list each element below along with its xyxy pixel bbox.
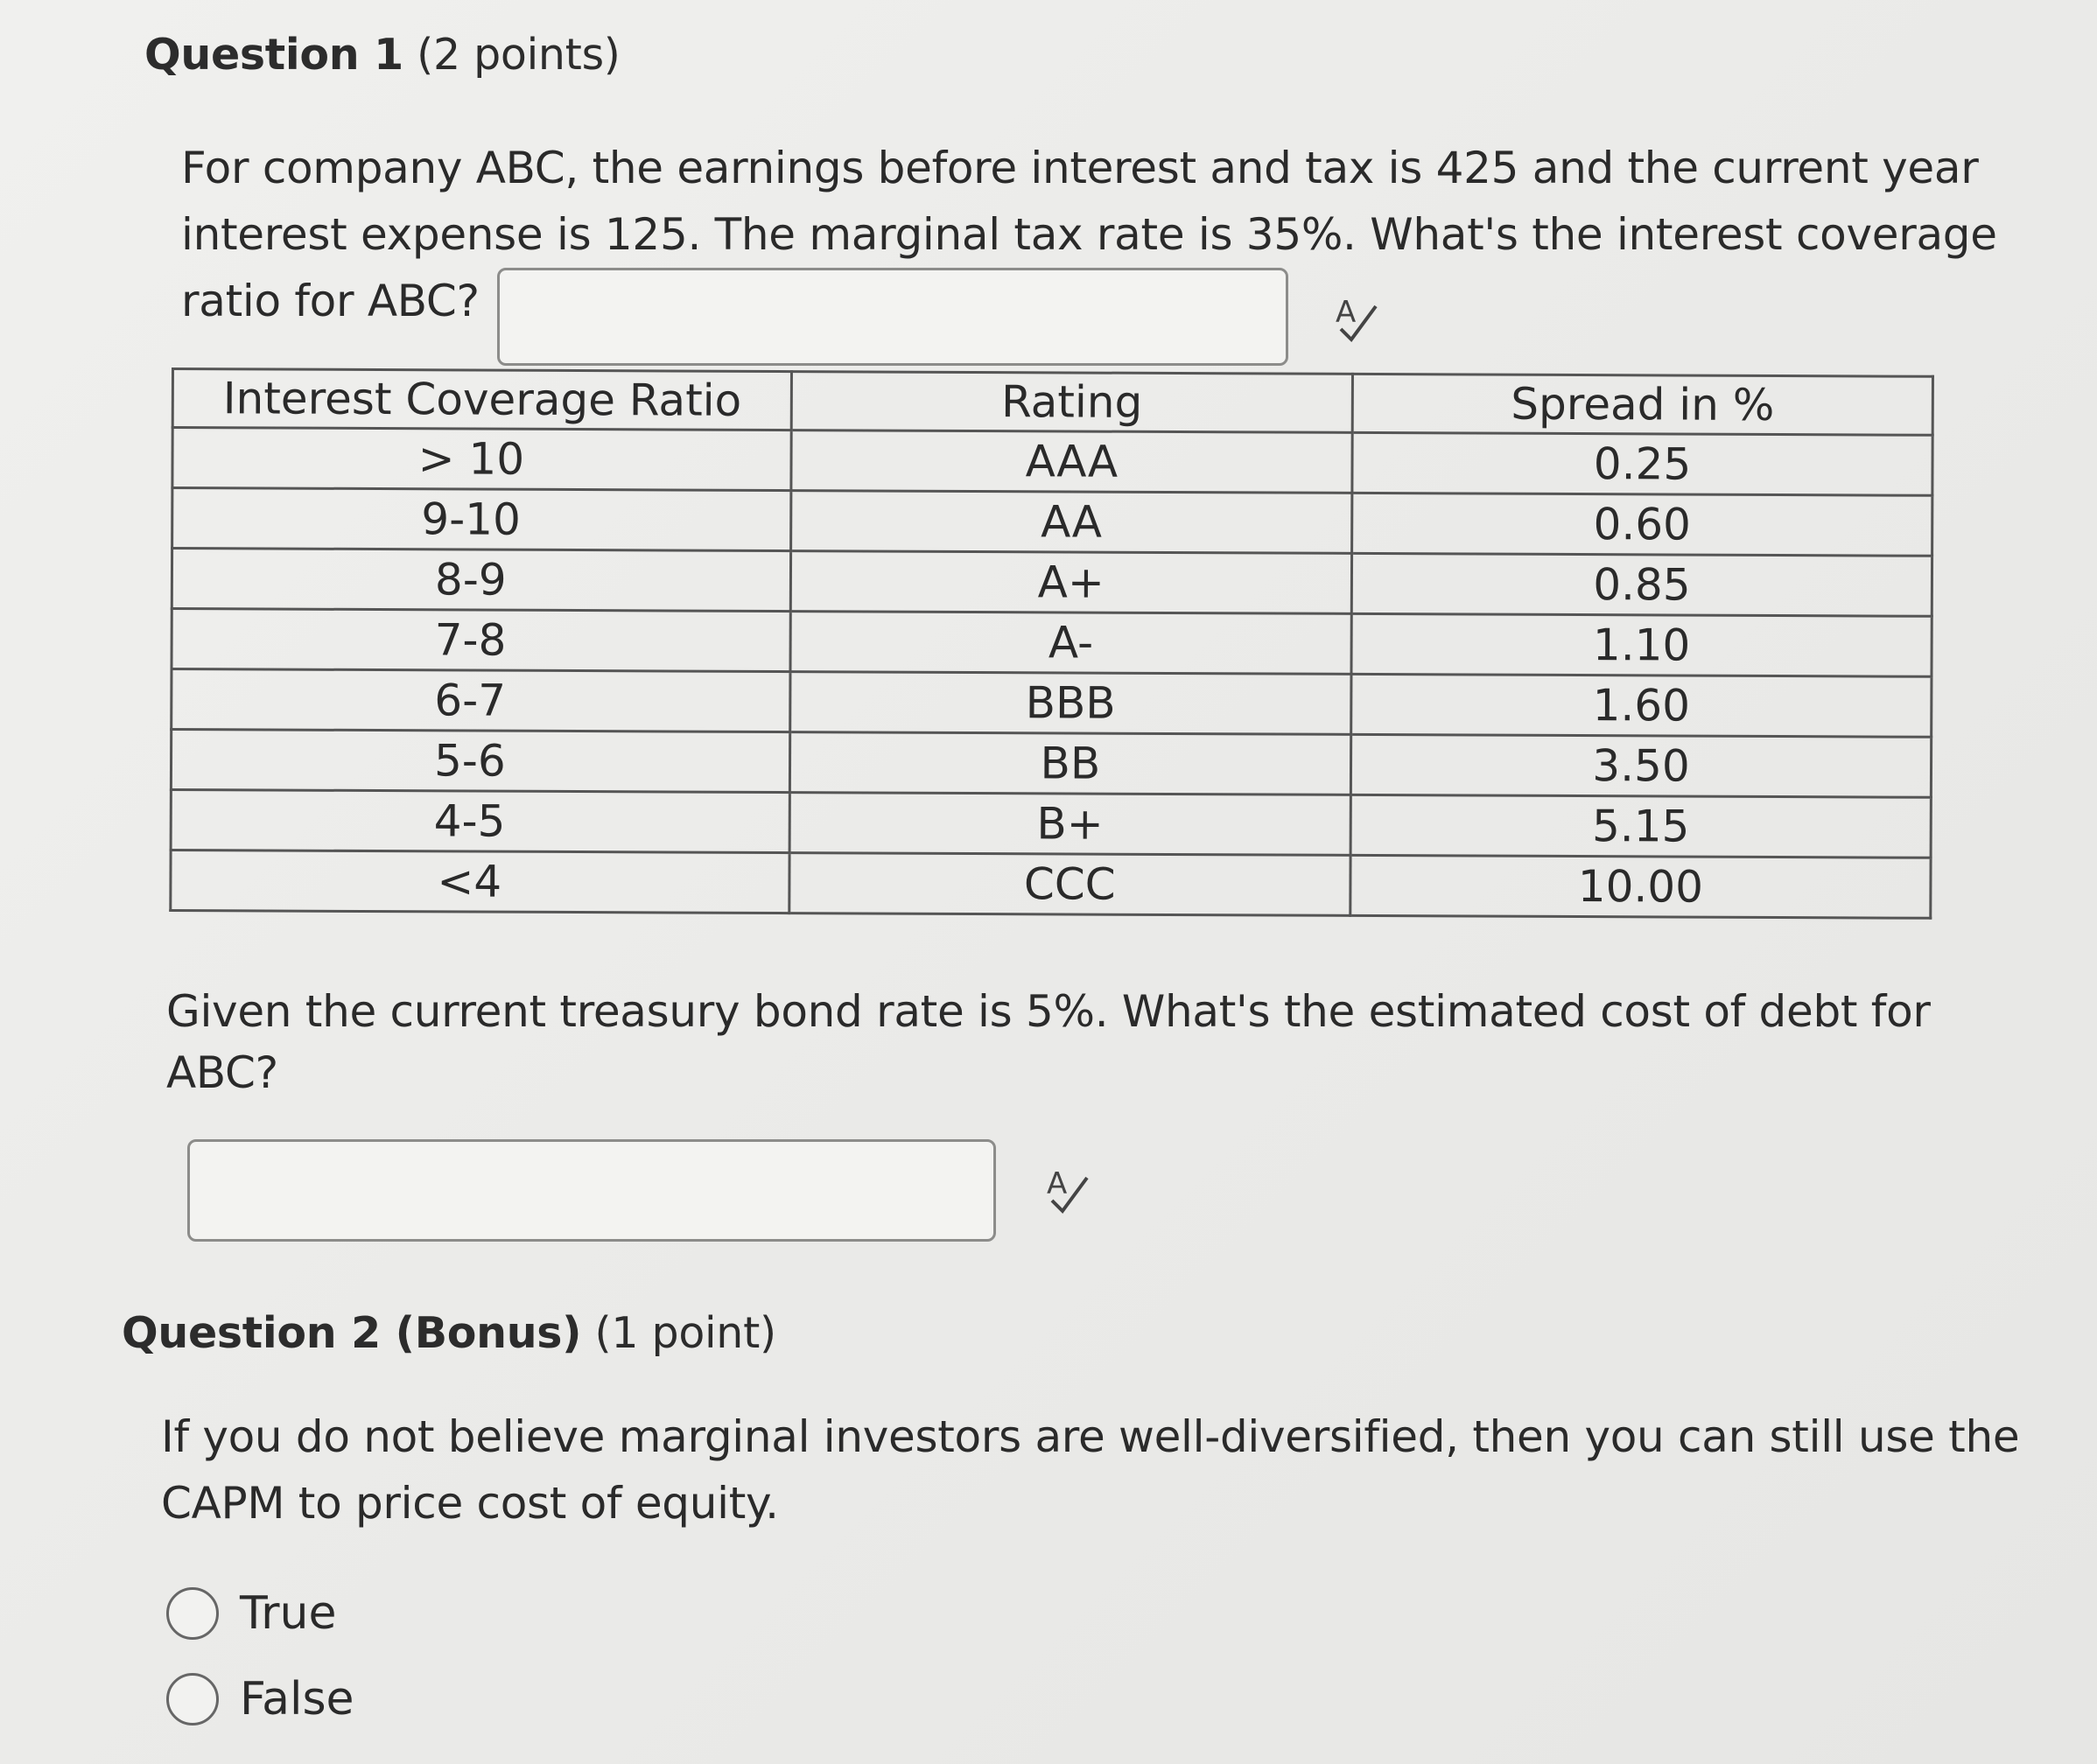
table-row	[172, 428, 1932, 496]
option-true[interactable]	[166, 1587, 336, 1640]
question-1-header	[144, 30, 621, 80]
spread-cell: 0.85	[1351, 553, 1932, 616]
question-2-title: Question 2 (Bonus)	[122, 1308, 582, 1358]
coverage-rating-table	[169, 368, 1934, 920]
header-rating: Rating	[791, 372, 1353, 433]
header-spread: Spread in %	[1352, 374, 1932, 435]
spread-cell: 10.00	[1350, 855, 1931, 918]
ratio-cell: 5-6	[171, 730, 789, 793]
table-header-row	[172, 369, 1932, 436]
table-row	[172, 488, 1932, 556]
ratio-cell: 9-10	[172, 488, 791, 551]
radio-false[interactable]	[166, 1673, 219, 1726]
ratio-cell: 7-8	[172, 609, 790, 672]
ratio-cell: 4-5	[171, 790, 789, 853]
spread-cell: 1.10	[1351, 613, 1932, 676]
prompt-line: Given the current treasury bond rate is 5%. What's the estimated cost of debt for	[166, 986, 1931, 1037]
ratio-cell: > 10	[172, 428, 791, 491]
rating-cell: A-	[790, 612, 1352, 675]
spread-cell: 3.50	[1350, 734, 1931, 797]
question-1-points: (2 points)	[417, 30, 621, 80]
spread-cell: 1.60	[1351, 674, 1932, 737]
spread-cell: 0.25	[1352, 432, 1932, 495]
svg-text:A: A	[1336, 295, 1357, 330]
question-2-prompt	[161, 1404, 2043, 1536]
svg-text:A: A	[1047, 1166, 1068, 1201]
rating-cell: B+	[789, 793, 1351, 856]
table-row	[172, 669, 1932, 738]
rating-cell: AA	[790, 491, 1352, 554]
rating-cell: BBB	[789, 672, 1351, 735]
rating-cell: A+	[790, 551, 1352, 614]
prompt-line: For company ABC, the earnings before interest and tax is 425 and the current year	[181, 143, 1979, 193]
spellcheck-icon[interactable]	[1043, 1166, 1092, 1218]
table-row	[172, 609, 1932, 677]
table-row	[171, 730, 1931, 798]
header-interest-coverage-ratio: Interest Coverage Ratio	[172, 369, 791, 430]
radio-true[interactable]	[166, 1587, 219, 1640]
cost-of-debt-answer-input[interactable]	[187, 1139, 996, 1242]
question-1-title: Question 1	[144, 30, 403, 80]
table-row	[171, 850, 1931, 919]
rating-cell: AAA	[791, 430, 1353, 494]
ratio-cell: 6-7	[172, 669, 790, 732]
table-row	[172, 549, 1932, 617]
coverage-ratio-answer-input[interactable]	[497, 268, 1288, 366]
question-1-cost-of-debt-prompt	[166, 978, 2004, 1101]
spellcheck-icon[interactable]	[1332, 294, 1381, 346]
question-2-header	[122, 1308, 776, 1358]
spread-cell: 0.60	[1352, 493, 1932, 556]
prompt-line: ABC?	[166, 1047, 278, 1098]
prompt-line: If you do not believe marginal investors are well-diversified, then you can still use the	[161, 1411, 2020, 1462]
ratio-cell: 8-9	[172, 549, 790, 612]
question-2-points: (1 point)	[594, 1308, 776, 1358]
prompt-line: ratio for ABC?	[181, 276, 480, 326]
prompt-line: interest expense is 125. The marginal tax rate is 35%. What's the interest coverage	[181, 209, 1997, 260]
option-false-label: False	[240, 1673, 354, 1726]
option-true-label: True	[240, 1587, 337, 1640]
rating-cell: CCC	[789, 853, 1351, 916]
spread-cell: 5.15	[1350, 794, 1931, 858]
table-row	[171, 790, 1931, 858]
ratio-cell: <4	[171, 850, 789, 914]
prompt-line: CAPM to price cost of equity.	[161, 1478, 779, 1529]
rating-cell: BB	[789, 732, 1351, 795]
option-false[interactable]	[166, 1673, 354, 1726]
